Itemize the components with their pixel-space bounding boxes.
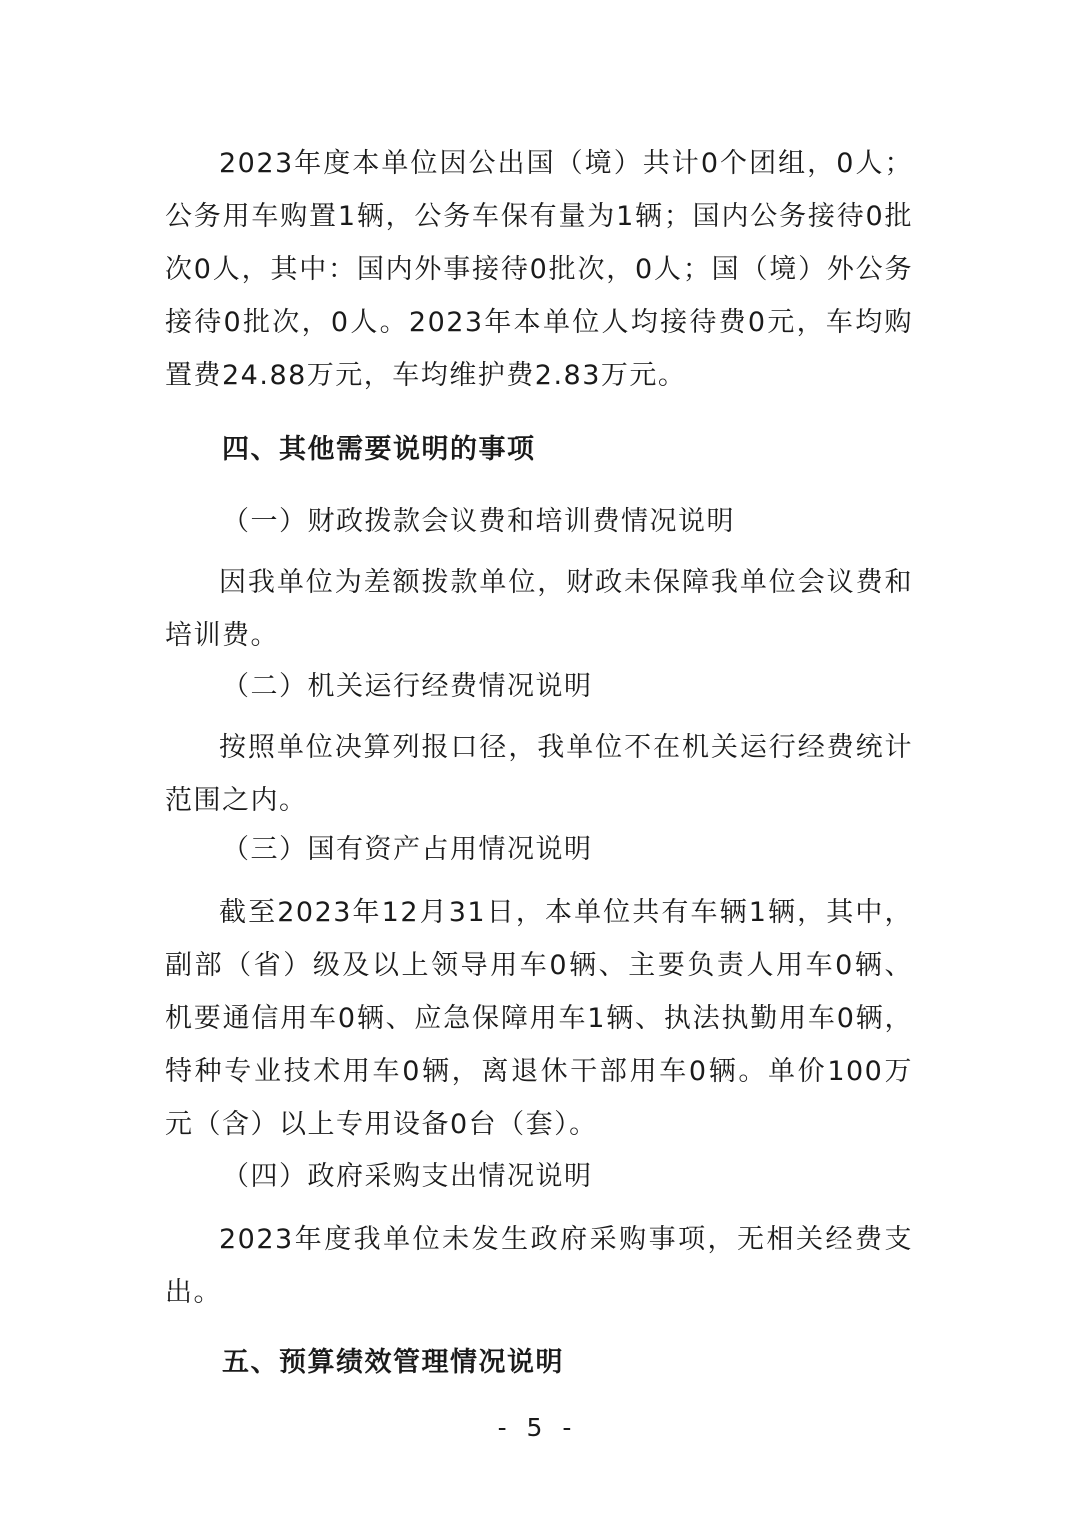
- paragraph-state-assets: 截至2023年12月31日，本单位共有车辆1辆，其中，副部（省）级及以上领导用车0辆、主要负责人用车0辆、机要通信用车0辆、应急保障用车1辆、执法执勤用车0辆，特种专业技术用车0辆，离退休干部用车0辆。单价100万元（含）以上专用设备0台（套）。: [165, 897, 913, 1140]
- section-heading-performance-management: 五、预算绩效管理情况说明: [222, 1347, 564, 1378]
- subheading-state-assets: （三）国有资产占用情况说明: [222, 834, 593, 865]
- subheading-operating-expenses: （二）机关运行经费情况说明: [222, 671, 593, 702]
- page-number: - 5 -: [497, 1413, 578, 1442]
- paragraph-government-procurement: 2023年度我单位未发生政府采购事项，无相关经费支出。: [165, 1224, 913, 1308]
- paragraph-operating-expenses: 按照单位决算列报口径，我单位不在机关运行经费统计范围之内。: [165, 732, 913, 816]
- section-heading-other-matters: 四、其他需要说明的事项: [222, 434, 536, 465]
- subheading-government-procurement: （四）政府采购支出情况说明: [222, 1161, 593, 1192]
- subheading-meeting-training-fees: （一）财政拨款会议费和培训费情况说明: [222, 506, 735, 537]
- paragraph-meeting-training-fees: 因我单位为差额拨款单位，财政未保障我单位会议费和培训费。: [165, 567, 913, 651]
- paragraph-overseas-vehicle-reception: 2023年度本单位因公出国（境）共计0个团组，0人；公务用车购置1辆，公务车保有量为1辆；国内公务接待0批次0人，其中：国内外事接待0批次，0人；国（境）外公务接待0批次，0人。2023年本单位人均接待费0元，车均购置费24.88万元，车均维护费2.83万元。: [165, 148, 913, 391]
